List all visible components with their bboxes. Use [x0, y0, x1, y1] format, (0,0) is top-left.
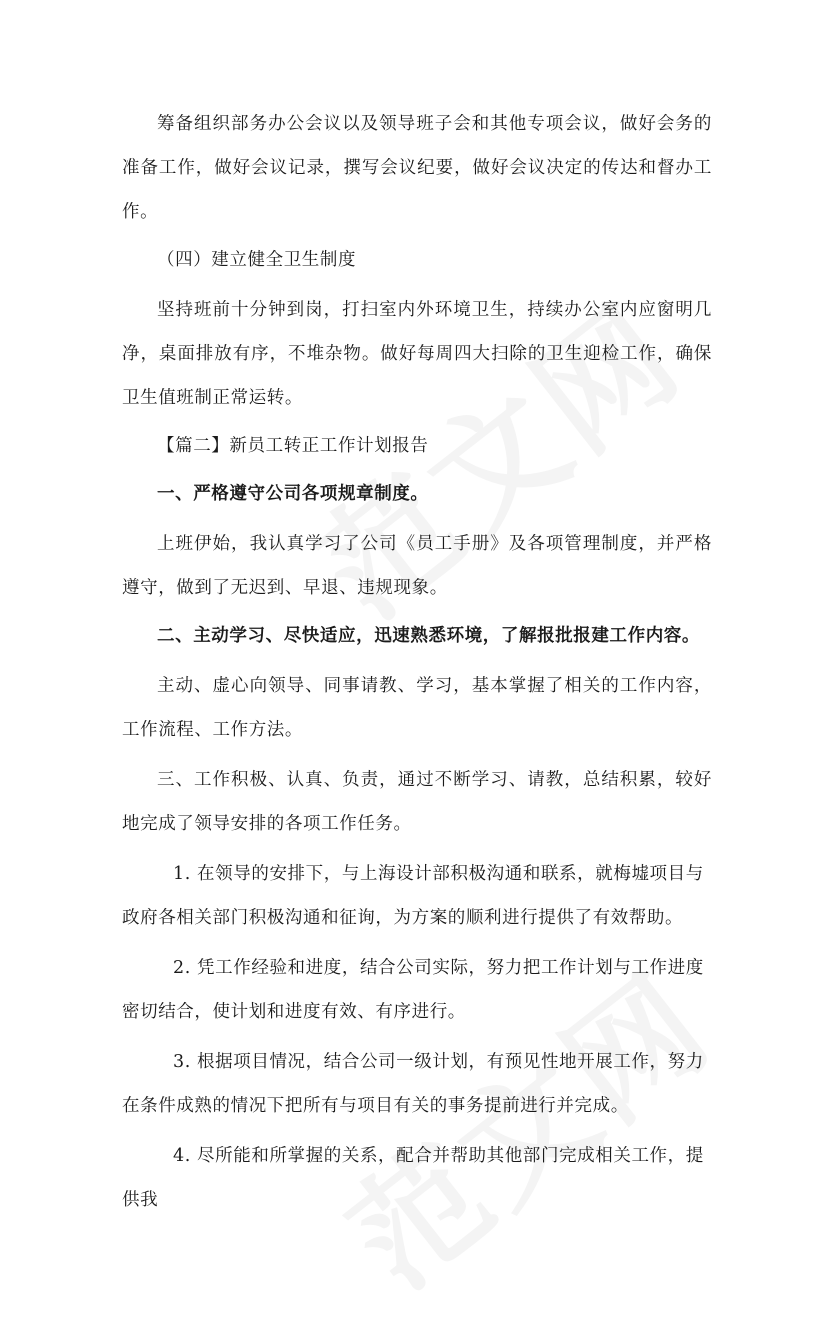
paragraph-one: 上班伊始，我认真学习了公司《员工手册》及各项管理制度，并严格遵守，做到了无迟到、早退、违规现象。	[122, 534, 712, 598]
paragraph-sanitation: 坚持班前十分钟到岗，打扫室内外环境卫生，持续办公室内应窗明几净，桌面排放有序，不堆杂物。做好每周四大扫除的卫生迎检工作，确保卫生值班制正常运转。	[122, 300, 712, 408]
list-item: 4. 尽所能和所掌握的关系，配合并帮助其他部门完成相关工作，提供我	[122, 1146, 704, 1210]
heading-one: 一、严格遵守公司各项规章制度。	[157, 484, 429, 504]
document-body	[122, 102, 712, 1222]
heading-two: 二、主动学习、尽快适应，迅速熟悉环境，了解报批报建工作内容。	[157, 626, 700, 646]
paragraph-three: 三、工作积极、认真、负责，通过不断学习、请教，总结积累，较好地完成了领导安排的各项工作任务。	[122, 770, 712, 834]
paragraph-meeting: 筹备组织部务办公会议以及领导班子会和其他专项会议，做好会务的准备工作，做好会议记录，撰写会议纪要，做好会议决定的传达和督办工作。	[122, 114, 712, 222]
section-title: 【篇二】新员工转正工作计划报告	[157, 436, 429, 456]
list-item: 2. 凭工作经验和进度，结合公司实际，努力把工作计划与工作进度密切结合，使计划和进度有效、有序进行。	[122, 958, 704, 1022]
list-item: 1. 在领导的安排下，与上海设计部积极沟通和联系，就梅墟项目与政府各相关部门积极沟通和征询，为方案的顺利进行提供了有效帮助。	[122, 864, 704, 928]
paragraph-two: 主动、虚心向领导、同事请教、学习，基本掌握了相关的工作内容，工作流程、工作方法。	[122, 676, 712, 740]
list-item: 3. 根据项目情况，结合公司一级计划，有预见性地开展工作，努力在条件成熟的情况下把所有与项目有关的事务提前进行并完成。	[122, 1052, 704, 1116]
heading-sanitation: （四）建立健全卫生制度	[157, 250, 357, 270]
